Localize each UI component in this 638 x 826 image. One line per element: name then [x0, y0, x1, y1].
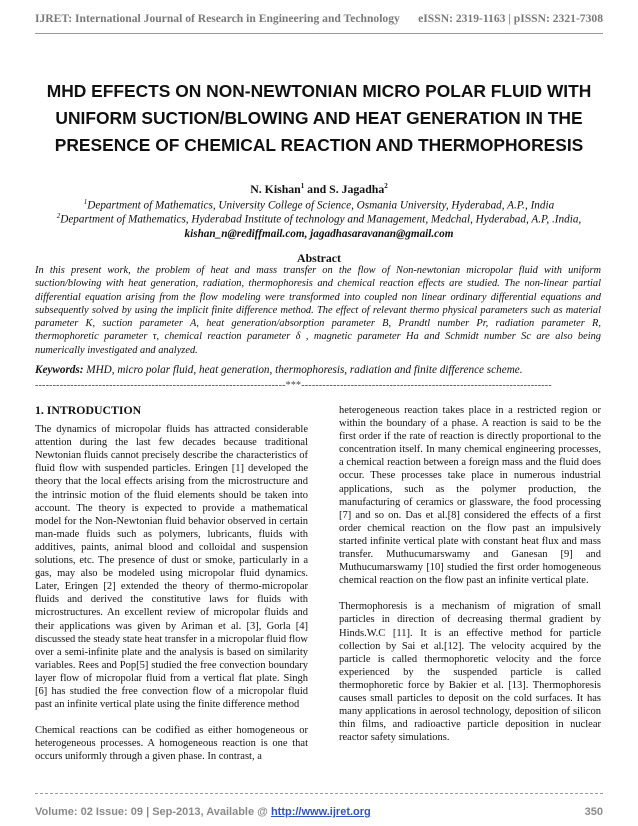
author-line: [0, 182, 638, 197]
journal-header: [35, 12, 603, 25]
affiliation-1-text: Department of Mathematics, University College of Science, Osmania University, Hyderabad, A.P., India: [87, 199, 555, 212]
journal-link[interactable]: http://www.ijret.org: [270, 806, 371, 818]
journal-name: IJRET: International Journal of Research in Engineering and Technology: [35, 12, 400, 25]
abstract-text: In this present work, the problem of heat and mass transfer on the flow of Non-newtonian micropolar fluid with uniform suction/blowing with heat generation, radiation, thermophoresis and chemical reaction effects are studied. The non-linear partial differential equation arising from the flow modeling were transformed into coupled non linear ordinary differential equations and subsequently solved by using the implicit finite difference method. The effect of relevant thermo physical parameters such as material parameter K, suction parameter A, heat generation/absorption parameter B, Prandtl number Pr, radiation parameter R, thermophoretic parameter τ, chemical reaction parameter δ , magnetic parameter Ha and Schmidt number Sc are also being numerically investigated and analyzed.: [35, 265, 601, 356]
title-line-1: MHD EFFECTS ON NON-NEWTONIAN MICRO POLAR FLUID WITH: [46, 81, 592, 101]
affiliation-1: [10, 198, 628, 212]
affiliation-2-sup: 2: [56, 212, 61, 220]
paper-title: [20, 78, 618, 159]
page-footer: [35, 806, 603, 818]
intro-paragraph-1: The dynamics of micropolar fluids has attracted considerable attention during the last few decades because traditional Newtonian fluids cannot precisely describe the characteristics of fluid flow with suspended particles. Eringen [1] developed the theory that the local effects arising from the microstructure and the intrinsic motion of the fluid elements should be taken into account. The theory is expected to provide a mathematical model for the Non-Newtonian fluid behavior observed in certain man-made fluids such as polymers, lubricants, fluids with additives, paints, animal blood and colloidal and suspension solutions, etc. The presence of dust or smoke, particularly in a gas, may also be modeled using micropolar fluid dynamics. Later, Eringen [2] extended the theory of thermo-micropolar fluids and derived the constitutive laws for fluids with microstructures. An excellent review of micropolar fluids and their applications was given by Ariman et al. [3], Gorla [4] discussed the steady state heat transfer in a micropolar fluid flow over a semi-infinite plate and the analysis is based on similarity variables. Rees and Pop[5] studied the free convection boundary layer flow of micropolar fluid from a vertical flat plate. Singh [6] has studied the free convection flow of a micropolar fluid past an infinite vertical plate using the finite difference method: [35, 424, 308, 711]
affiliation-2-text: Department of Mathematics, Hyderabad Institute of technology and Management, Medchal, Hyderabad, A.P, .India,: [60, 213, 582, 226]
right-paragraph-2: Thermophoresis is a mechanism of migration of small particles in direction of decreasing thermal gradient by Hinds.W.C [11]. It is an effective method for particle collection by Sai et al.[12]. The velocity acquired by the particle is called thermophoretic velocity and the force experienced by the suspended particle is called thermophoretic force by Bakier et al. [13]. Thermophoresis causes small particles to deposit on the cold surfaces. It has many applications in aerosol technology, deposition of silicon thin films, and radioactive particle deposition in nuclear reactor safety simulations.: [339, 601, 601, 744]
right-paragraph-1: heterogeneous reaction takes place in a restricted region or within the boundary of a phase. A reaction is said to be the first order if the rate of reaction is directly proportional to the concentration itself. In many chemical engineering processes, a chemical reaction between a foreign mass and the fluid does occur. These processes take place in numerous industrial applications, such as the polymer production, the manufacturing of ceramics or glassware, the food processing [7] and so on. Das et al.[8] considered the effects of a first order chemical reaction on the flow past an impulsively started infinite vertical plate with constant heat flux and mass transfer. Muthucumarswamy and Ganesan [9] and Muthucumarswamy [10] studied the first order homogeneous chemical reaction on the flow past an infinite vertical plate.: [339, 405, 601, 587]
section-separator: -----------------------------------------------------------------------***-----------------------------------------------------------------------: [35, 380, 552, 391]
title-line-2: UNIFORM SUCTION/BLOWING AND HEAT GENERATION IN THE: [55, 108, 583, 128]
right-column: [339, 404, 601, 757]
left-column: [35, 404, 308, 776]
affiliation-2: [10, 212, 628, 226]
title-line-3: PRESENCE OF CHEMICAL REACTION AND THERMOPHORESIS: [54, 135, 584, 155]
intro-paragraph-2: Chemical reactions can be codified as either homogeneous or heterogeneous processes. A homogeneous reaction is one that occurs uniformly through a given phase. In contrast, a: [35, 725, 308, 763]
author-emails: kishan_n@rediffmail.com, jagadhasaravanan@gmail.com: [184, 228, 454, 240]
author-1: N. Kishan: [250, 182, 301, 196]
author-2-sup: 2: [384, 182, 388, 191]
keywords-label: Keywords:: [35, 364, 84, 376]
issn-text: eISSN: 2319-1163 | pISSN: 2321-7308: [418, 12, 603, 25]
footer-volume-text: Volume: 02 Issue: 09 | Sep-2013, Available @: [35, 806, 271, 818]
keywords-text: MHD, micro polar fluid, heat generation, thermophoresis, radiation and finite difference scheme.: [83, 364, 523, 376]
author-1-sup: 1: [300, 182, 305, 191]
header-rule: [35, 33, 603, 34]
author-2: and S. Jagadha: [304, 182, 385, 196]
keywords: [35, 364, 601, 376]
section-heading-introduction: 1. INTRODUCTION: [35, 403, 142, 417]
footer-volume: [35, 806, 371, 818]
page-number: 350: [584, 806, 603, 818]
abstract-heading: Abstract: [297, 251, 341, 265]
footer-rule: [35, 793, 603, 794]
affiliation-1-sup: 1: [83, 198, 88, 206]
